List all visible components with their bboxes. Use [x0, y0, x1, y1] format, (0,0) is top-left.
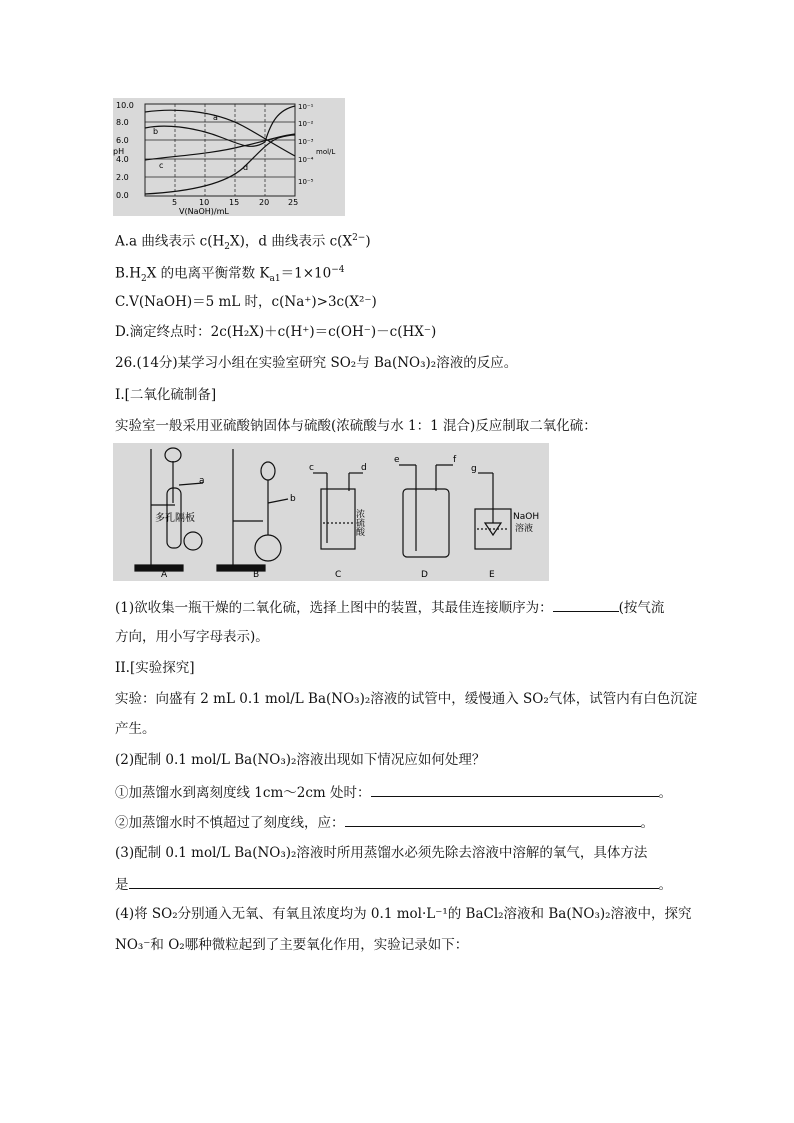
x-tick: 15	[229, 198, 240, 207]
curve-label-c: c	[159, 161, 164, 170]
q2-1-text: ①加蒸馏水到离刻度线 1cm～2cm 处时：	[115, 785, 371, 801]
option-d: D.滴定终点时：2c(H₂X)＋c(H⁺)＝c(OH⁻)－c(HX⁻)	[115, 324, 437, 340]
port-label-g: g	[471, 464, 477, 474]
option-b-text: X 的电离平衡常数 K	[146, 265, 270, 282]
q2-2-line	[115, 812, 654, 832]
titration-chart-figure	[113, 98, 345, 216]
experiment-line1: 实验：向盛有 2 mL 0.1 mol/L Ba(NO₃)₂溶液的试管中，缓慢通入 SO₂气体，试管内有白色沉淀	[115, 691, 698, 707]
conc-acid-label: 浓硫酸	[354, 509, 364, 536]
q1-text: (按气流	[618, 600, 665, 616]
y-tick-left: 8.0	[116, 118, 129, 127]
dropping-funnel	[261, 462, 275, 480]
port-label-f: f	[453, 455, 457, 465]
y-tick-right: 10⁻⁴	[298, 156, 314, 164]
curve-a	[145, 110, 295, 156]
apparatus-label-E: E	[489, 570, 495, 580]
y-tick-left: 0.0	[116, 191, 129, 200]
option-b-text: B.H	[115, 265, 141, 282]
q1-answer-blank[interactable]	[553, 597, 619, 612]
y-tick-left: 10.0	[116, 101, 134, 110]
q3-answer-blank[interactable]	[129, 874, 659, 889]
y-tick-right: 10⁻¹	[298, 103, 314, 111]
y-tick-right: 10⁻⁵	[298, 178, 314, 186]
period: 。	[640, 815, 654, 831]
q4-line2: NO₃⁻和 O₂哪种微粒起到了主要氧化作用，实验记录如下：	[115, 937, 469, 953]
q1-line1	[115, 597, 664, 617]
option-c: C.V(NaOH)＝5 mL 时，c(Na⁺)>3c(X²⁻)	[115, 294, 377, 310]
outlet-tube	[268, 499, 288, 503]
port-label-e: e	[394, 455, 400, 465]
q3-text: 是	[115, 877, 129, 893]
round-flask	[255, 535, 281, 561]
period: 。	[658, 785, 672, 801]
port-label-b: b	[290, 494, 296, 504]
port-label-d: d	[361, 463, 367, 473]
port-label-a: a	[199, 476, 205, 486]
x-axis-label: V(NaOH)/mL	[179, 207, 229, 216]
option-b: $B.H_2X$ 的电离平衡常数 $K_{a1}=1\times 10^{-4}$	[115, 265, 345, 285]
option-a-text: X)，d 曲线表示 c(X	[230, 233, 353, 250]
curve-label-a: a	[213, 113, 218, 122]
q2-2-text: ②加蒸馏水时不慎超过了刻度线，应：	[115, 815, 345, 831]
y-tick-right: 10⁻²	[298, 120, 314, 128]
y-tick-left: 6.0	[116, 136, 129, 145]
wash-bottle	[321, 489, 355, 549]
intro-text: 实验室一般采用亚硫酸钠固体与硫酸(浓硫酸与水 1：1 混合)反应制取二氧化硫：	[115, 418, 597, 434]
apparatus-label-A: A	[161, 570, 168, 580]
q2-line: (2)配制 0.1 mol/L Ba(NO₃)₂溶液出现如下情况应如何处理？	[115, 752, 486, 768]
x-tick: 5	[172, 198, 178, 207]
collecting-bottle	[403, 489, 449, 557]
q3-line1: (3)配制 0.1 mol/L Ba(NO₃)₂溶液时所用蒸馏水必须先除去溶液中溶解的氧气，具体方法	[115, 845, 648, 861]
y-tick-right: 10⁻³	[298, 138, 314, 146]
q4-line1: (4)将 SO₂分别通入无氧、有氧且浓度均为 0.1 mol·L⁻¹的 BaCl₂溶液和 Ba(NO₃)₂溶液中，探究	[115, 906, 692, 922]
naoh-label: NaOH	[513, 512, 540, 522]
apparatus-figure	[113, 443, 549, 581]
q26-heading: 26.(14分)某学习小组在实验室研究 SO₂与 Ba(NO₃)₂溶液的反应。	[115, 355, 518, 371]
curve-label-b: b	[153, 127, 159, 136]
y-axis-label-left: pH	[113, 147, 125, 156]
part2-heading: II.[实验探究]	[115, 660, 195, 676]
q2-2-answer-blank[interactable]	[345, 812, 641, 827]
apparatus-svg	[113, 443, 549, 581]
curve-d	[145, 135, 295, 194]
option-a: A.a 曲线表示 $c(H_2X)$，d 曲线表示 $c(X^{2-})$	[115, 233, 371, 253]
port-label-c: c	[309, 463, 314, 473]
plot-frame	[145, 104, 295, 196]
part1-heading: I.[二氧化硫制备]	[115, 387, 217, 403]
experiment-line2: 产生。	[115, 721, 156, 737]
curve-label-d: d	[243, 163, 249, 172]
x-tick: 20	[259, 198, 270, 207]
titration-chart-svg	[113, 98, 345, 216]
y-axis-label-right: mol/L	[316, 148, 336, 156]
q2-1-line	[115, 782, 672, 802]
funnel	[165, 448, 181, 462]
naoh-solution-label: 溶液	[515, 524, 534, 534]
porous-plate-label: 多孔隔板	[155, 513, 195, 524]
option-a-text: )	[365, 233, 371, 250]
apparatus-label-D: D	[421, 570, 428, 580]
q1-text: (1)欲收集一瓶干燥的二氧化硫，选择上图中的装置，其最佳连接顺序为：	[115, 600, 553, 616]
curve-c	[145, 134, 295, 160]
q2-1-answer-blank[interactable]	[371, 782, 659, 797]
porous-plate-detail	[184, 532, 202, 550]
q1-line2: 方向，用小写字母表示)。	[115, 629, 269, 645]
x-tick: 25	[288, 198, 299, 207]
apparatus-label-C: C	[335, 570, 342, 580]
stand-base	[135, 565, 183, 571]
y-tick-left: 4.0	[116, 155, 129, 164]
x-tick: 10	[199, 198, 210, 207]
period: 。	[658, 877, 672, 893]
option-a-text: A.a 曲线表示 c(H	[115, 233, 225, 250]
apparatus-label-B: B	[253, 570, 260, 580]
y-tick-left: 2.0	[116, 173, 129, 182]
q3-line2	[115, 874, 672, 894]
option-b-text: ＝1×10	[280, 265, 332, 282]
